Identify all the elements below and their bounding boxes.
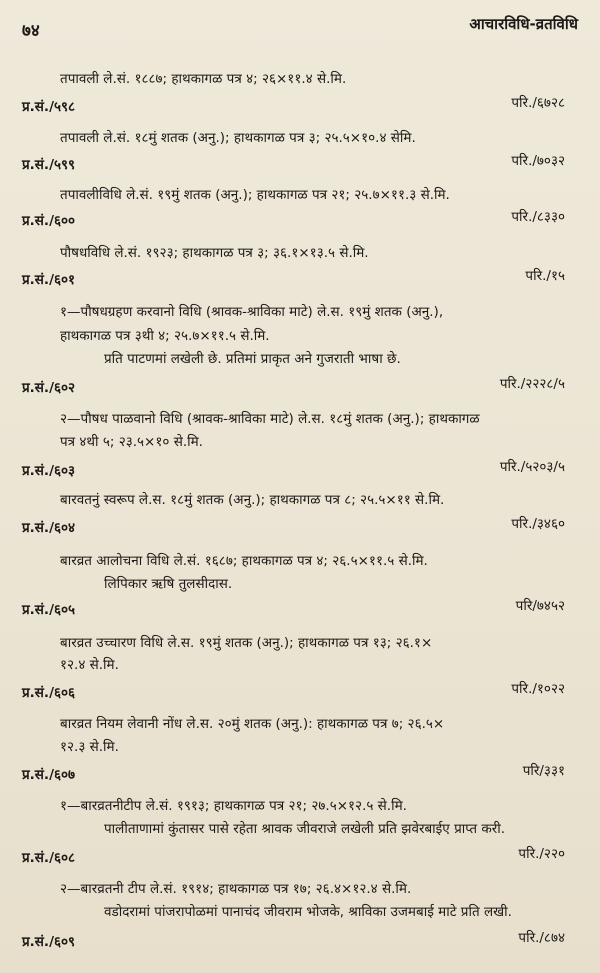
entry-accession-number: परि./८७४	[518, 930, 565, 946]
running-head: आचारविधि-व्रतविधि	[469, 15, 578, 33]
entry-description: तपावली ले.सं. १८८७; हाथकागळ पत्र ४; २६×११.४ से.मि.	[60, 71, 347, 87]
entry-serial-number: प्र.सं./६०३	[22, 463, 76, 479]
entry-accession-number: परि/७४५२	[515, 598, 565, 614]
entry-accession-number: परि./७०३२	[511, 153, 565, 169]
entry-description: पौषधविधि ले.सं. १९२३; हाथकागळ पत्र ३; ३६.१×१३.५ से.मि.	[60, 245, 369, 261]
entry-description: १—बारव्रतनीटीप ले.सं. १९१३; हाथकागळ पत्र २१; २७.५×१२.५ से.मि.	[60, 798, 407, 814]
entry-accession-number: परि./३४६०	[511, 516, 565, 532]
entry-accession-number: परि./१०२२	[511, 681, 565, 697]
entry-note: वडोदरामां पांजरापोळमां पानाचंद जीवराम भोजके, श्राविका उजमबाई माटे प्रति लखी.	[104, 904, 512, 920]
entry-serial-number: प्र.सं./६०२	[22, 380, 76, 396]
entry-serial-number: प्र.सं./६०४	[22, 520, 76, 536]
entry-accession-number: परि./१५	[525, 268, 565, 284]
entry-serial-number: प्र.सं./६०६	[22, 685, 76, 701]
entry-description: २—बारव्रतनी टीप ले.सं. १९१४; हाथकागळ पत्र १७; २६.४×१२.४ से.मि.	[60, 881, 412, 897]
entry-serial-number: प्र.सं./६०७	[22, 767, 76, 783]
entry-serial-number: प्र.सं./६०५	[22, 602, 76, 618]
entry-note: प्रति पाटणमां लखेली छे. प्रतिमां प्राकृत अने गुजराती भाषा छे.	[104, 351, 401, 367]
entry-accession-number: परि./८३३०	[511, 209, 565, 225]
entry-accession-number: परि./६७२८	[511, 95, 565, 111]
entry-description: बारव्रत आलोचना विधि ले.सं. १६८७; हाथकागळ पत्र ४; २६.५×११.५ से.मि.	[60, 553, 428, 569]
entry-serial-number: प्र.सं./५९८	[22, 99, 76, 115]
entry-description-continued: पत्र ४थी ५; २३.५×१० से.मि.	[60, 434, 203, 450]
entry-note: पालीताणामां कुंतासर पासे रहेता श्रावक जीवराजे लखेली प्रति झवेरबाईए प्राप्त करी.	[104, 821, 506, 837]
entry-serial-number: प्र.सं./६००	[22, 213, 76, 229]
entry-description-continued: हाथकागळ पत्र ३थी ४; २५.७×११.५ से.मि.	[60, 328, 270, 344]
entry-serial-number: प्र.सं./६०१	[22, 272, 76, 288]
entry-description: बारव्रत नियम लेवानी नोंध ले.स. २०मुं शतक (अनु.): हाथकागळ पत्र ७; २६.५×	[60, 716, 445, 732]
entry-accession-number: परि./२२२८/५	[499, 376, 565, 392]
page-number: ७४	[22, 21, 40, 41]
entry-description: बारव्रत उच्चारण विधि ले.स. १९मुं शतक (अनु.); हाथकागळ पत्र १३; २६.१×	[60, 635, 433, 651]
entry-note: लिपिकार ऋषि तुलसीदास.	[104, 576, 233, 592]
entry-description: बारवतनुं स्वरूप ले.स. १८मुं शतक (अनु.); हाथकागळ पत्र ८; २५.५×११ से.मि.	[60, 492, 445, 508]
entry-accession-number: परि/३३१	[522, 763, 565, 779]
entry-description: तपावली ले.सं. १८मुं शतक (अनु.); हाथकागळ पत्र ३; २५.५×१०.४ सेमि.	[60, 130, 416, 146]
entry-accession-number: परि./५२०३/५	[499, 459, 565, 475]
entry-description-continued: १२.४ से.मि.	[60, 657, 119, 673]
entry-description-continued: १२.३ से.मि.	[60, 739, 119, 755]
entry-description: १—पौषधग्रहण करवानो विधि (श्रावक-श्राविका माटे) ले.स. १९मुं शतक (अनु.),	[60, 304, 444, 320]
entry-serial-number: प्र.सं./६०९	[22, 934, 76, 950]
entry-serial-number: प्र.सं./५९९	[22, 157, 76, 173]
entry-description: तपावलीविधि ले.सं. १९मुं शतक (अनु.); हाथकागळ पत्र २१; २५.७×११.३ से.मि.	[60, 187, 450, 203]
entry-description: २—पौषध पाळवानो विधि (श्रावक-श्राविका माटे) ले.स. १८मुं शतक (अनु.); हाथकागळ	[60, 411, 480, 427]
entry-serial-number: प्र.सं./६०८	[22, 850, 76, 866]
entry-accession-number: परि./२२०	[518, 846, 565, 862]
